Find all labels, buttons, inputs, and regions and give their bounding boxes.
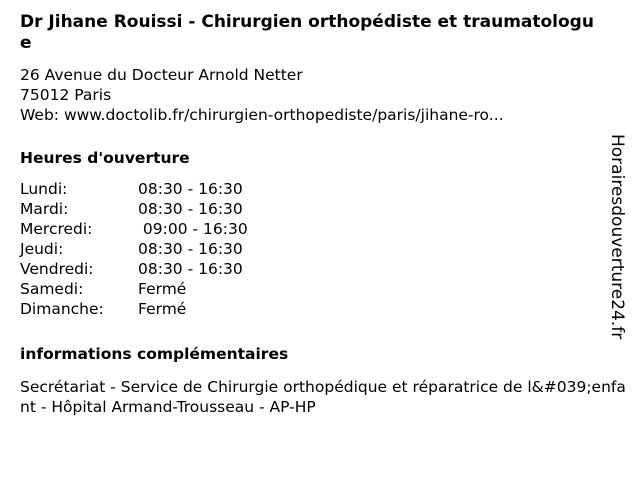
doctor-title: Dr Jihane Rouissi - Chirurgien orthopédiste et traumatologue <box>20 12 594 53</box>
hours-day: Jeudi: <box>20 240 64 258</box>
hours-time: 09:00 - 16:30 <box>138 220 248 238</box>
hours-day: Mardi: <box>20 200 69 218</box>
hours-row-saturday <box>20 279 600 299</box>
hours-row-tuesday <box>20 199 600 219</box>
hours-time: 08:30 - 16:30 <box>138 260 243 278</box>
info-text: Secrétariat - Service de Chirurgie orthopédique et réparatrice de l&#039;enfant - Hôpital Armand-Trousseau - AP-HP <box>20 378 626 416</box>
info-heading: informations complémentaires <box>20 345 289 363</box>
address-street: 26 Avenue du Docteur Arnold Netter <box>20 66 303 84</box>
hours-day: Lundi: <box>20 180 68 198</box>
hours-row-wednesday <box>20 219 600 239</box>
address-city: 75012 Paris <box>20 86 112 104</box>
hours-row-monday <box>20 179 600 199</box>
hours-time: 08:30 - 16:30 <box>138 200 243 218</box>
hours-day: Mercredi: <box>20 220 93 238</box>
website-link[interactable]: Web: www.doctolib.fr/chirurgien-orthopediste/paris/jihane-ro... <box>20 106 504 124</box>
hours-day: Dimanche: <box>20 300 104 318</box>
hours-row-sunday <box>20 299 600 319</box>
hours-day: Samedi: <box>20 280 84 298</box>
address-block <box>20 65 600 125</box>
hours-time: 08:30 - 16:30 <box>138 240 243 258</box>
hours-row-thursday <box>20 239 600 259</box>
hours-heading: Heures d'ouverture <box>20 149 190 167</box>
hours-time: Fermé <box>138 300 187 318</box>
hours-time: 08:30 - 16:30 <box>138 180 243 198</box>
brand-text: Horairesdouverture24.fr <box>607 134 627 340</box>
brand-watermark <box>602 134 632 344</box>
hours-row-friday <box>20 259 600 279</box>
hours-day: Vendredi: <box>20 260 94 278</box>
hours-time: Fermé <box>138 280 187 298</box>
hours-table <box>20 179 600 319</box>
